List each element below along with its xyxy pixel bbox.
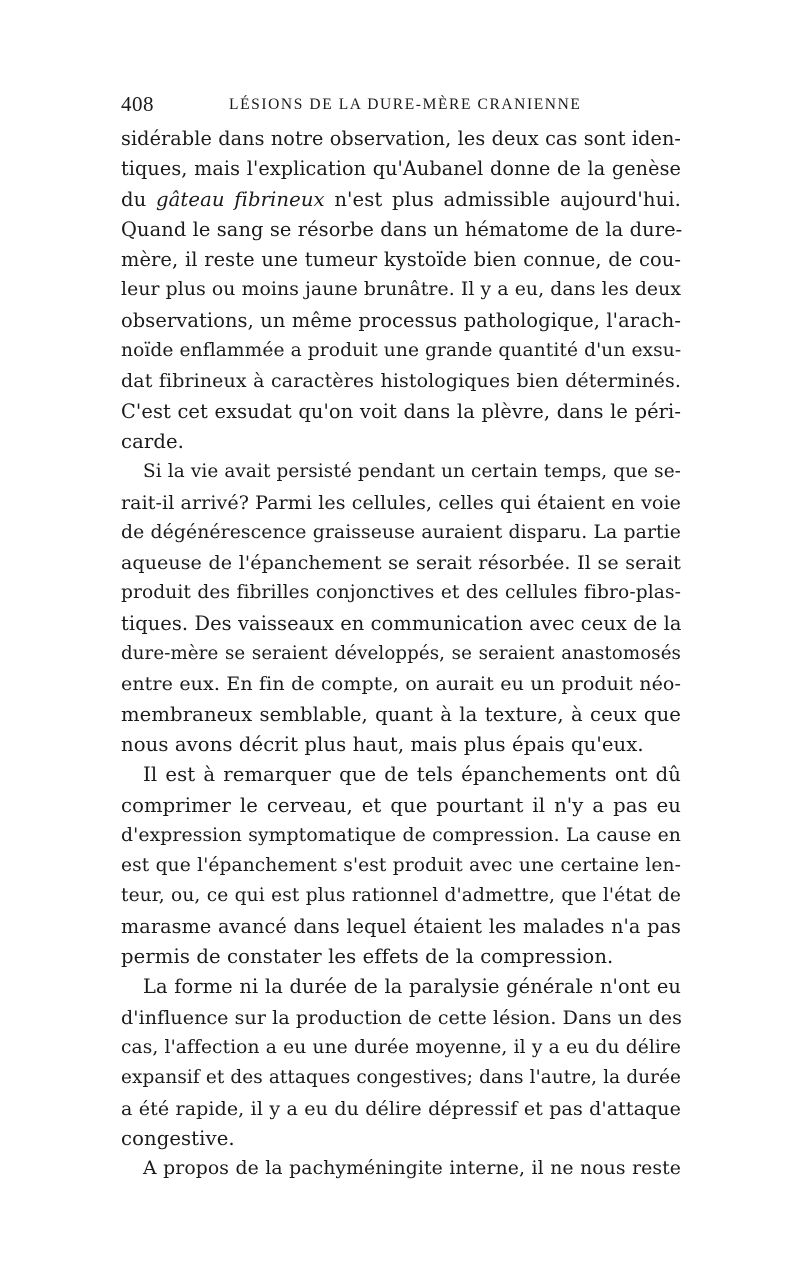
- text-line: dure-mère se seraient développés, se seraient anastomosés: [121, 643, 681, 665]
- text-line: noïde enflammée a produit une grande quantité d'un exsu-: [121, 340, 682, 362]
- text-line: de dégénérescence graisseuse auraient disparu. La partie: [121, 521, 681, 543]
- text-line: dat fibrineux à caractères histologiques bien déterminés.: [121, 370, 681, 393]
- text-line: d'influence sur la production de cette lésion. Dans un des: [121, 1006, 683, 1029]
- text-line: sidérable dans notre observation, les deux cas sont iden-: [121, 127, 681, 150]
- text-line: permis de constater les effets de la compression.: [121, 945, 614, 969]
- text-line: Si la vie avait persisté pendant un certain temps, que se-: [143, 461, 681, 483]
- text-line: expansif et des attaques congestives; dans l'autre, la durée: [121, 1067, 681, 1089]
- text-line: rait-il arrivé? Parmi les cellules, celles qui étaient en voie: [121, 491, 681, 514]
- running-head: [121, 92, 681, 122]
- text-line: comprimer le cerveau, et que pourtant il n'y a pas eu: [121, 793, 681, 817]
- text-line: est que l'épanchement s'est produit avec une certaine len-: [121, 855, 681, 877]
- text-line: tiques. Des vaisseaux en communication avec ceux de la: [121, 611, 682, 635]
- text-line: teur, ou, ce qui est plus rationnel d'admettre, que l'état de: [121, 885, 681, 907]
- text-line: entre eux. En fin de compte, on aurait eu un produit néo-: [121, 673, 681, 696]
- body-text: [121, 124, 681, 1184]
- text-line: cas, l'affection a eu une durée moyenne, il y a eu du délire: [121, 1036, 681, 1058]
- text-line: [121, 185, 681, 215]
- text-line: La forme ni la durée de la paralysie générale n'ont eu: [143, 975, 681, 999]
- italic-term: gâteau fibrineux: [156, 187, 325, 211]
- text-line: a été rapide, il y a eu du délire dépressif et pas d'attaque: [121, 1097, 681, 1120]
- text-line: congestive.: [121, 1126, 235, 1150]
- running-title: LÉSIONS DE LA DURE-MÈRE CRANIENNE: [229, 96, 582, 113]
- text-segment: du: [121, 187, 156, 211]
- text-line: d'expression symptomatique de compression. La cause en: [121, 824, 681, 846]
- text-line: mère, il reste une tumeur kystoïde bien connue, de cou-: [121, 248, 681, 272]
- page-number: 408: [121, 92, 154, 116]
- text-line: nous avons décrit plus haut, mais plus épais qu'eux.: [121, 732, 644, 756]
- text-line: aqueuse de l'épanchement se serait résorbée. Il se serait: [121, 552, 681, 575]
- text-line: observations, un même processus pathologique, l'arach-: [121, 308, 681, 332]
- text-line: marasme avancé dans lequel étaient les malades n'a pas: [121, 914, 681, 938]
- text-line: leur plus ou moins jaune brunâtre. Il y a eu, dans les deux: [121, 279, 682, 301]
- text-line: Il est à remarquer que de tels épanchements ont dû: [143, 763, 681, 787]
- text-line: Quand le sang se résorbe dans un hématome de la dure-: [121, 217, 683, 241]
- text-line: tiques, mais l'explication qu'Aubanel donne de la genèse: [121, 157, 681, 181]
- text-line: membraneux semblable, quant à la texture, à ceux que: [121, 702, 681, 726]
- text-line: produit des fibrilles conjonctives et des cellules fibro-plas-: [121, 582, 681, 604]
- text-line: carde.: [121, 429, 184, 453]
- text-segment: n'est plus admissible aujourd'hui.: [324, 187, 681, 211]
- text-line: A propos de la pachyméningite interne, il ne nous reste: [143, 1158, 681, 1180]
- text-line: C'est cet exsudat qu'on voit dans la plèvre, dans le péri-: [121, 399, 681, 423]
